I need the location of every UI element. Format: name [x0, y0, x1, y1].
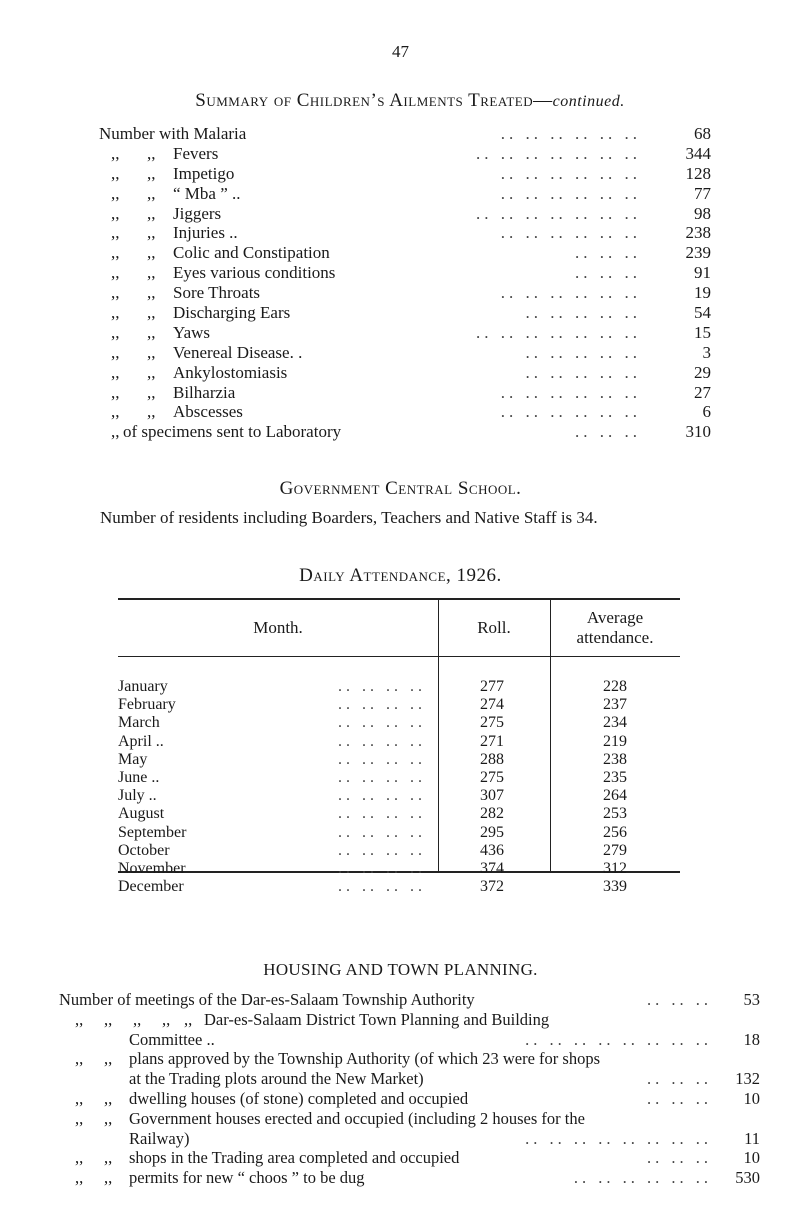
ailment-value: 3 [702, 342, 711, 362]
housing-row: Number of meetings of the Dar-es-Salaam Township Authority .. .. .. 53 [59, 990, 760, 1009]
ailment-label: Venereal Disease. . [173, 342, 303, 362]
table-row [118, 860, 680, 878]
ailment-row: ,, of specimens sent to Laboratory .. .. .. 310 [111, 422, 711, 442]
ailment-value: 128 [685, 163, 711, 183]
table-row [118, 751, 680, 769]
table-row [118, 769, 680, 787]
housing-row: ,, ,, shops in the Trading area completed and occupied .. .. .. 10 [75, 1148, 760, 1168]
ailment-row: ,, ,, Venereal Disease. . .. .. .. .. .. 3 [111, 342, 711, 362]
ailment-label: Abscesses [173, 402, 243, 422]
cell-average: 256 [603, 823, 627, 841]
ailment-row: ,, ,, Jiggers .. .. .. .. .. .. .. 98 [111, 203, 711, 223]
housing-row: ,, ,, permits for new “ choos ” to be dug .. .. .. .. .. .. 530 [75, 1168, 760, 1188]
summary-title [0, 90, 801, 112]
cell-average: 228 [603, 678, 627, 695]
cell-roll: 277 [480, 678, 504, 695]
cell-month: August [118, 805, 165, 823]
housing-text: dwelling houses (of stone) completed and occupied [129, 1088, 469, 1108]
housing-row-continued: at the Trading plots around the New Market) .. .. .. 132 [129, 1069, 760, 1089]
leader-dots: .. .. .. .. [338, 750, 426, 768]
housing-text: Government houses erected and occupied (including 2 houses for the [129, 1108, 585, 1128]
table-row [118, 878, 680, 896]
cell-roll: 275 [480, 714, 504, 732]
attendance-table [118, 598, 680, 896]
ailment-row: ,, ,, Injuries .. .. .. .. .. .. .. 238 [111, 223, 711, 243]
ailment-row: ,, ,, Ankylostomiasis .. .. .. .. .. 29 [111, 362, 711, 382]
housing-value: 10 [743, 1088, 760, 1108]
ailment-value: 344 [685, 143, 711, 163]
housing-row-continued: Railway) .. .. .. .. .. .. .. .. 11 [129, 1128, 760, 1148]
cell-roll: 372 [480, 878, 504, 896]
header-average: Average attendance. [576, 608, 654, 647]
table-row [118, 678, 680, 696]
ailment-value: 238 [685, 223, 711, 243]
leader-dots: .. .. .. .. [338, 805, 426, 823]
leader-dots: .. .. .. .. [338, 860, 426, 877]
ailment-value: 54 [694, 303, 711, 323]
housing-value: 18 [743, 1029, 760, 1049]
ailment-value: 98 [694, 203, 711, 223]
housing-text: Number of meetings of the Dar-es-Salaam Township Authority [59, 990, 475, 1009]
ailment-label: Fevers [173, 143, 219, 163]
ailment-label: Sore Throats [173, 283, 261, 303]
table-row [118, 805, 680, 823]
ailment-label: Bilharzia [173, 382, 236, 402]
housing-value: 132 [735, 1069, 760, 1089]
ailment-value: 6 [702, 402, 711, 422]
cell-month: September [118, 823, 187, 841]
cell-average: 312 [603, 860, 627, 877]
table-row [118, 696, 680, 714]
ailment-label: Ankylostomiasis [173, 362, 288, 382]
table-header-rule [118, 656, 680, 657]
cell-average: 234 [603, 714, 627, 732]
ailment-value: 77 [694, 183, 711, 203]
housing-row: ,, ,, dwelling houses (of stone) completed and occupied .. .. .. 10 [75, 1088, 760, 1108]
ailment-label: Injuries .. [173, 223, 238, 243]
table-row [118, 824, 680, 842]
cell-average: 253 [603, 805, 627, 823]
cell-average: 339 [603, 878, 627, 896]
ailment-row: ,, ,, Abscesses .. .. .. .. .. .. 6 [111, 402, 711, 422]
summary-title-continued: continued. [552, 93, 625, 110]
ailment-value: 91 [694, 263, 711, 283]
cell-month: October [118, 841, 170, 859]
cell-average: 264 [603, 787, 627, 805]
ailment-prefix: Number with Malaria [99, 124, 247, 143]
header-month: Month. [253, 618, 303, 637]
header-roll: Roll. [477, 618, 511, 637]
ailment-label: of specimens sent to Laboratory [123, 422, 342, 442]
cell-average: 235 [603, 769, 627, 786]
leader-dots: .. .. .. .. [338, 769, 426, 786]
ailment-value: 27 [694, 382, 711, 402]
ailment-value: 29 [694, 362, 711, 382]
housing-row: ,, ,, Government houses erected and occupied (including 2 houses for the [75, 1108, 585, 1128]
table-row [118, 787, 680, 805]
ailment-row: ,, ,, Discharging Ears .. .. .. .. .. 54 [111, 303, 711, 323]
housing-row: ,, ,, plans approved by the Township Authority (of which 23 were for shops [75, 1049, 601, 1069]
ailment-row: ,, ,, “ Mba ” .. .. .. .. .. .. .. 77 [111, 183, 711, 203]
cell-month: June .. [118, 769, 160, 786]
housing-list [59, 990, 760, 1188]
cell-month: January [118, 678, 168, 695]
housing-row: ,, ,, ,, ,, ,, Dar-es-Salaam District Town Planning and Building [75, 1009, 550, 1029]
housing-title: HOUSING AND TOWN PLANNING. [263, 960, 538, 979]
residents-statement: Number of residents including Boarders, Teachers and Native Staff is 34. [100, 508, 598, 527]
cell-average: 237 [603, 696, 627, 714]
cell-roll: 307 [480, 787, 504, 805]
cell-month: May [118, 750, 148, 768]
table-row [118, 842, 680, 860]
leader-dots: .. .. .. .. [338, 696, 426, 714]
cell-roll: 282 [480, 805, 504, 823]
leader-dots: .. .. .. .. [338, 678, 426, 695]
ailment-row: ,, ,, Fevers .. .. .. .. .. .. .. 344 [111, 143, 711, 163]
table-row [118, 733, 680, 751]
cell-month: April .. [118, 732, 164, 750]
cell-month: December [118, 878, 184, 896]
leader-dots: .. .. .. .. [338, 732, 426, 750]
ailment-label: Yaws [173, 322, 211, 342]
ailment-label: Eyes various conditions [173, 263, 336, 283]
housing-text: plans approved by the Township Authority (of which 23 were for shops [129, 1049, 601, 1069]
cell-roll: 275 [480, 769, 504, 786]
housing-row-continued: Committee .. .. .. .. .. .. .. .. .. 18 [129, 1029, 760, 1049]
housing-value: 10 [743, 1148, 760, 1168]
cell-average: 219 [603, 732, 627, 750]
cell-month: March [118, 714, 160, 732]
housing-text: shops in the Trading area completed and occupied [129, 1148, 460, 1168]
ailment-row: ,, ,, Bilharzia .. .. .. .. .. .. 27 [111, 382, 711, 402]
housing-value: 53 [743, 990, 760, 1009]
cell-roll: 274 [480, 696, 504, 714]
leader-dots: .. .. .. .. [338, 878, 426, 896]
housing-text: permits for new “ choos ” to be dug [129, 1168, 365, 1188]
leader-dots: .. .. .. .. .. .. [500, 124, 641, 143]
leader-dots: .. .. .. .. [338, 841, 426, 859]
ailment-row: ,, ,, Yaws .. .. .. .. .. .. .. 15 [111, 322, 711, 342]
cell-roll: 374 [480, 860, 504, 877]
leader-dots: .. .. .. .. [338, 714, 426, 732]
ailment-row: ,, ,, Impetigo .. .. .. .. .. .. 128 [111, 163, 711, 183]
ailment-value: 310 [685, 422, 711, 442]
housing-text: Dar-es-Salaam District Town Planning and Building [204, 1009, 550, 1029]
school-title: Government Central School. [279, 478, 522, 499]
ailment-row: ,, ,, Sore Throats .. .. .. .. .. .. 19 [111, 283, 711, 303]
table-row [118, 714, 680, 732]
ailment-row: ,, ,, Eyes various conditions .. .. .. 91 [111, 263, 711, 283]
cell-month: February [118, 696, 176, 714]
cell-average: 238 [603, 750, 627, 768]
ailment-label: Discharging Ears [173, 303, 291, 323]
ailment-label: Colic and Constipation [173, 243, 330, 263]
table-top-rule [118, 598, 680, 600]
ailment-value: 68 [694, 124, 711, 143]
cell-month: July .. [118, 787, 157, 805]
ailment-label: “ Mba ” .. [173, 183, 241, 203]
housing-value: 11 [744, 1128, 760, 1148]
leader-dots: .. .. .. .. [338, 823, 426, 841]
ailment-row: ,, ,, Colic and Constipation .. .. .. 239 [111, 243, 711, 263]
housing-value: 530 [735, 1168, 760, 1188]
leader-dots: .. .. .. .. [338, 787, 426, 805]
cell-month: November [118, 860, 186, 877]
cell-roll: 295 [480, 823, 504, 841]
page-number: 47 [392, 42, 409, 61]
ailment-label: Impetigo [173, 163, 235, 183]
cell-roll: 436 [480, 841, 504, 859]
ailment-value: 15 [694, 322, 711, 342]
ailment-value: 239 [685, 243, 711, 263]
cell-roll: 288 [480, 750, 504, 768]
cell-roll: 271 [480, 732, 504, 750]
ailment-row [99, 124, 711, 144]
attendance-title: Daily Attendance, 1926. [299, 565, 502, 586]
ailment-value: 19 [694, 283, 711, 303]
ailments-list [99, 124, 711, 442]
cell-average: 279 [603, 841, 627, 859]
ailment-label: Jiggers [173, 203, 222, 223]
summary-title-main: Summary of Children’s Ailments Treated— [195, 90, 553, 111]
